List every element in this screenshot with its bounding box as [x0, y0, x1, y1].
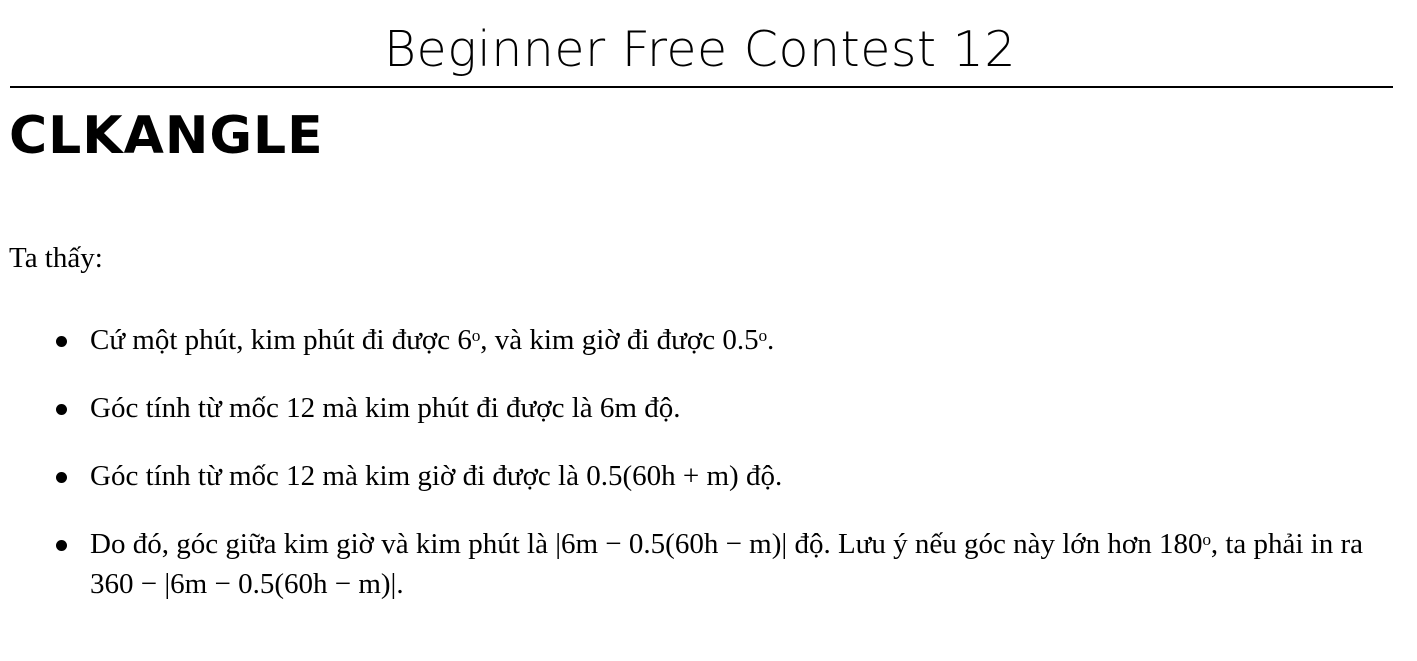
header-divider: [10, 86, 1393, 88]
intro-text: Ta thấy:: [9, 242, 103, 274]
bullet-icon: [56, 404, 67, 415]
problem-code: CLKANGLE: [9, 106, 324, 166]
bullet-item-minute-angle: [56, 388, 1396, 428]
bullet-icon: [56, 540, 67, 551]
bullet-text: Cứ một phút, kim phút đi được 6ᵒ, và kim giờ đi được 0.5ᵒ.: [90, 324, 775, 356]
bullet-icon: [56, 336, 67, 347]
bullet-item-result: [56, 524, 1396, 604]
bullet-text: Góc tính từ mốc 12 mà kim giờ đi được là 0.5(60h + m) độ.: [90, 460, 783, 492]
contest-title: Beginner Free Contest 12: [383, 21, 1017, 78]
bullet-item-rates: [56, 320, 1396, 360]
bullet-item-hour-angle: [56, 456, 1396, 496]
solution-bullet-list: [56, 320, 1396, 604]
bullet-icon: [56, 472, 67, 483]
bullet-text: Góc tính từ mốc 12 mà kim phút đi được là 6m độ.: [90, 392, 681, 424]
bullet-text: Do đó, góc giữa kim giờ và kim phút là |6m − 0.5(60h − m)| độ. Lưu ý nếu góc này lớn hơn 180ᵒ, ta phải in ra 360 − |6m − 0.5(60h − m)|.: [90, 528, 1364, 600]
